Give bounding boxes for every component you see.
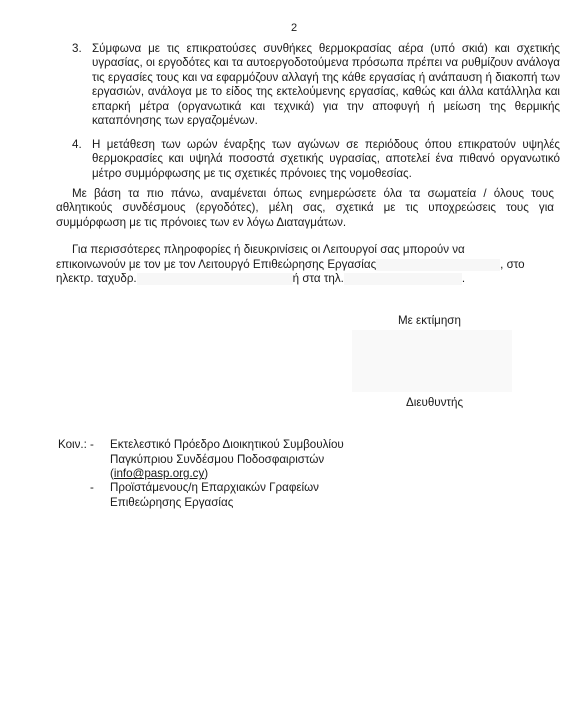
item-text: Σύμφωνα με τις επικρατούσες συνθήκες θερμοκρασίας αέρα (υπό σκιά) και σχετικής υγρασίας, οι εργοδότες και τα αυτοεργοδοτούμενα πρόσωπα πρέπει να ρυθμίζουν ανάλογα τις εργασίες τους και να εφαρμόζουν αλλαγή της κάθε εργασίας ή ανάπαυση ή διακοπή των εργασιών, ανάλογα με το είδος της εκτελούμενης εργασίας, καθώς και άλλα κατάλληλα και επαρκή μέτρα (οργανωτικά και τεχνικά) για την αποφυγή ή μείωση της θερμικής καταπόνησης των εργαζομένων. [92, 42, 560, 128]
signature-area [352, 330, 512, 392]
closing-text: Με εκτίμηση [398, 314, 461, 327]
signatory-title: Διευθυντής [406, 396, 464, 409]
cc-item [90, 438, 370, 482]
contact-line-2 [56, 258, 525, 271]
page-number: 2 [290, 22, 298, 34]
redacted-phone [344, 273, 462, 285]
redacted-name [376, 259, 500, 271]
item-number: 4. [72, 138, 82, 151]
open-paren: ( [110, 467, 114, 481]
contact-line-3-mid: ή στα τηλ. [292, 272, 344, 285]
cc-dash: - [90, 481, 94, 494]
cc-item [90, 481, 370, 510]
cc-line: Προϊστάμενους/η Επαρχιακών Γραφείων [110, 481, 319, 494]
numbered-item [72, 42, 560, 128]
contact-line-3 [56, 272, 465, 285]
contact-line-3-start: ηλεκτρ. ταχυδρ. [56, 272, 137, 285]
cc-line: Παγκύπριου Συνδέσμου Ποδοσφαιριστών [110, 452, 325, 466]
item-number: 3. [72, 42, 82, 55]
email-link[interactable]: info@pasp.org.cy [113, 467, 205, 481]
numbered-item [72, 138, 560, 181]
cc-text [110, 438, 370, 482]
redacted-email [137, 273, 293, 285]
contact-line-2-end: , στο [500, 258, 525, 271]
contact-line-1: Για περισσότερες πληροφορίες ή διευκρινίσεις οι Λειτουργοί σας μπορούν να [72, 243, 465, 256]
item-text: Η μετάθεση των ωρών έναρξης των αγώνων σε περιόδους όπου επικρατούν υψηλές θερμοκρασίες και υψηλά ποσοστά σχετικής υγρασίας, αποτελεί ένα πιθανό οργανωτικό μέτρο συμμόρφωσης με τις σχετικές πρόνοιες της νομοθεσίας. [92, 138, 560, 180]
cc-label: Κοιν.: [58, 438, 87, 451]
cc-line: Εκτελεστικό Πρόεδρο Διοικητικού Συμβουλίου [110, 438, 344, 451]
contact-line-3-end: . [461, 272, 466, 285]
close-paren: ) [204, 467, 209, 481]
contact-line-2-start: επικοινωνούν με τον με τον Λειτουργό Επιθεώρησης Εργασίας [56, 258, 377, 271]
body-paragraph: Με βάση τα πιο πάνω, αναμένεται όπως ενημερώσετε όλα τα σωματεία / όλους τους αθλητικούς συνδέσμους (εργοδότες), μέλη σας, σχετικά με τις υποχρεώσεις τους για συμμόρφωση με τις πρόνοιες των εν λόγω Διαταγμάτων. [56, 187, 554, 229]
cc-dash: - [90, 438, 94, 451]
cc-email-line [110, 467, 370, 482]
cc-line: Επιθεώρησης Εργασίας [110, 495, 234, 509]
cc-text [110, 481, 370, 510]
